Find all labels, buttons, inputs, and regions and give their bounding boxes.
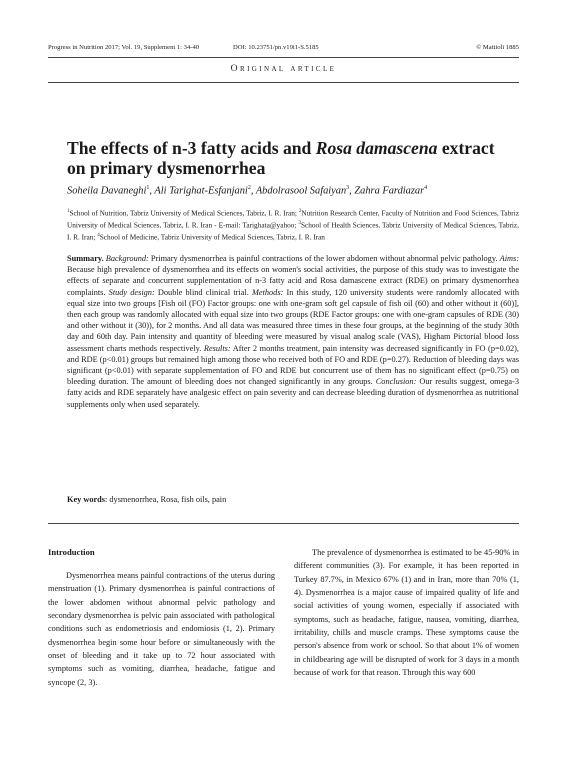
affiliation-mark: 1 xyxy=(67,209,70,214)
results-text: After 2 months treatment, pain intensity was decreased significantly in FO (p=0.02), and RDE (p<0.01) groups but remained high among those who received both of FO and RDE (p=0.27). Reduction of bleeding days was significant (p<0.01) with separate supplementation of FO and RDE but concurrent use of them has no significant effect (p=0.75) on bleeding duration. The amount of bleeding does not changed significantly in any groups. xyxy=(67,343,519,387)
affiliation-mark: 2 xyxy=(298,209,302,214)
affiliation-text: School of Medicine, Tabriz University of Medical Sciences, Tabriz, I. R. Iran xyxy=(99,232,325,242)
article-type-label: Original article xyxy=(230,63,337,74)
author-name: Soheila Davaneghi xyxy=(67,185,147,197)
aims-text: Because high prevalence of dysmenorrhea and its effects on women's social activities, the purpose of this study was to investigate the effects of separate and concurrent supplementation of n-3 fatty acid and Rosa damascene extract (RDE) on primary dysmenorrhea complaints. xyxy=(67,265,519,297)
design-text: Double blind clinical trial. xyxy=(154,287,252,297)
conclusion-text: Our results suggest, omega-3 fatty acids and RDE separately have analgesic effect on pain severity and can decrease bleeding duration of dysmenorrhea as nutritional supplements only when used separately. xyxy=(67,377,519,409)
keywords-label: Key words xyxy=(67,495,106,504)
design-label: Study design: xyxy=(108,287,155,297)
header-rule xyxy=(48,57,519,58)
author-separator: , xyxy=(250,185,256,197)
author-list xyxy=(67,182,517,197)
affiliation-mark: 4 xyxy=(97,232,100,238)
background-text: Primary dysmenorrhea is painful contractions of the lower abdomen without abnormal pelvic pathology. xyxy=(148,254,500,263)
introduction-paragraph-2: The prevalence of dysmenorrhea is estimated to be 45-90% in different communities (3). For example, it has been reported in Turkey 87.7%, in Mexico 67% (1) and in Iran, more than 70% (1, 4). Dysmenorrhea is a major cause of impaired quality of life and social activities of young women, especially if associated with symptoms, such as headache, fatigue, nausea, vomiting, diarrhea, irritability, chills and muscle cramps. These symptoms cause the person's absence from work or school. So that about 1% of women in childbearing age will be disrupted of work for 3 days in a month because of work for that reason. Through this way 600 xyxy=(294,548,519,678)
left-column xyxy=(48,546,275,689)
keywords-text: : dysmenorrhea, Rosa, fish oils, pain xyxy=(105,495,227,504)
affiliation-text: Nutrition Research Center, Faculty of Nutrition and Food Sciences, Tabriz University of Medical Sciences, Tabriz, I. R. Iran - E-mail: Tarighata@yahoo; xyxy=(67,208,519,230)
author-name: Abdolrasool Safaiyan xyxy=(255,185,347,197)
abstract xyxy=(67,253,519,410)
affiliation-mark: 3 xyxy=(298,220,301,226)
author-name: Zahra Fardiazar xyxy=(354,185,425,197)
background-label: Background: xyxy=(105,254,149,263)
doi: DOI: 10.23751/pn.v19i1-S.5185 xyxy=(233,44,319,51)
author-affiliation-mark: 4 xyxy=(424,185,428,191)
title-part-2: extract on primary dysmenorrhea xyxy=(67,138,495,178)
section-rule xyxy=(48,82,519,83)
introduction-heading: Introduction xyxy=(48,547,95,557)
title-part-1: The effects of n-3 fatty acids and xyxy=(67,138,316,158)
author-separator: , xyxy=(149,185,155,197)
author-affiliation-mark: 2 xyxy=(247,185,251,191)
author-separator: , xyxy=(349,185,355,197)
affiliation-text: School of Nutrition, Tabriz University of Medical Sciences, Tabriz, I. R. Iran; xyxy=(69,208,299,218)
methods-label: Methods: xyxy=(251,287,284,297)
aims-label: Aims: xyxy=(499,254,519,263)
keywords xyxy=(67,494,519,505)
author-name: Ali Tarighat-Esfanjani xyxy=(154,185,248,197)
article-title xyxy=(67,138,517,178)
affiliation-text: School of Health Sciences, Tabriz University of Medical Sciences, Tabriz, I. R. Iran; xyxy=(67,220,519,242)
right-column xyxy=(294,546,519,679)
author-affiliation-mark: 3 xyxy=(346,185,350,191)
introduction-paragraph-1: Dysmenorrhea means painful contractions of the uterus during menstruation (1). Primary dysmenorrhea is painful contractions of the lower abdomen without abnormal pelvic pathology and secondary dysmenorrhea is pelvic pain associated with pathological conditions such as endometriosis and endomiosis (1, 2). Primary dysmenorrhea begin some hour before or simultaneously with the onset of bleeding and it take up to 72 hour associated with symptoms such as vomiting, diarrhea, headache, fatigue and syncope (2, 3). xyxy=(48,571,275,687)
journal-citation: Progress in Nutrition 2017; Vol. 19, Supplement 1: 34-40 xyxy=(48,44,200,51)
results-label: Results: xyxy=(203,343,231,353)
body-rule xyxy=(48,523,519,524)
author-affiliation-mark: 1 xyxy=(146,185,150,191)
title-italic-species: Rosa damascena xyxy=(315,138,438,158)
conclusion-label: Conclusion: xyxy=(375,377,417,387)
methods-text: In this study, 120 university students were randomly allocated with equal size into two groups [Fish oil (FO) Factor groups: one with one-gram soft gel capsule of fish oil (60) and other without it (60)], then each group was randomly allocated with equal size into two groups (RDE Factor groups: one with one-gram capsules of RDE (30) and other without it (30)), for 2 months. And all data was measured three times in these four groups, at the beginning of the study 30th day and 60th day. Pain intensity and quantity of bleeding were measured by visual analog scale (VAS), Higham Pictorial blood loss assessment charts methods respectively. xyxy=(67,287,519,353)
summary-label: Summary. xyxy=(67,254,104,263)
copyright: © Mattioli 1885 xyxy=(476,44,519,51)
affiliations xyxy=(67,207,519,243)
